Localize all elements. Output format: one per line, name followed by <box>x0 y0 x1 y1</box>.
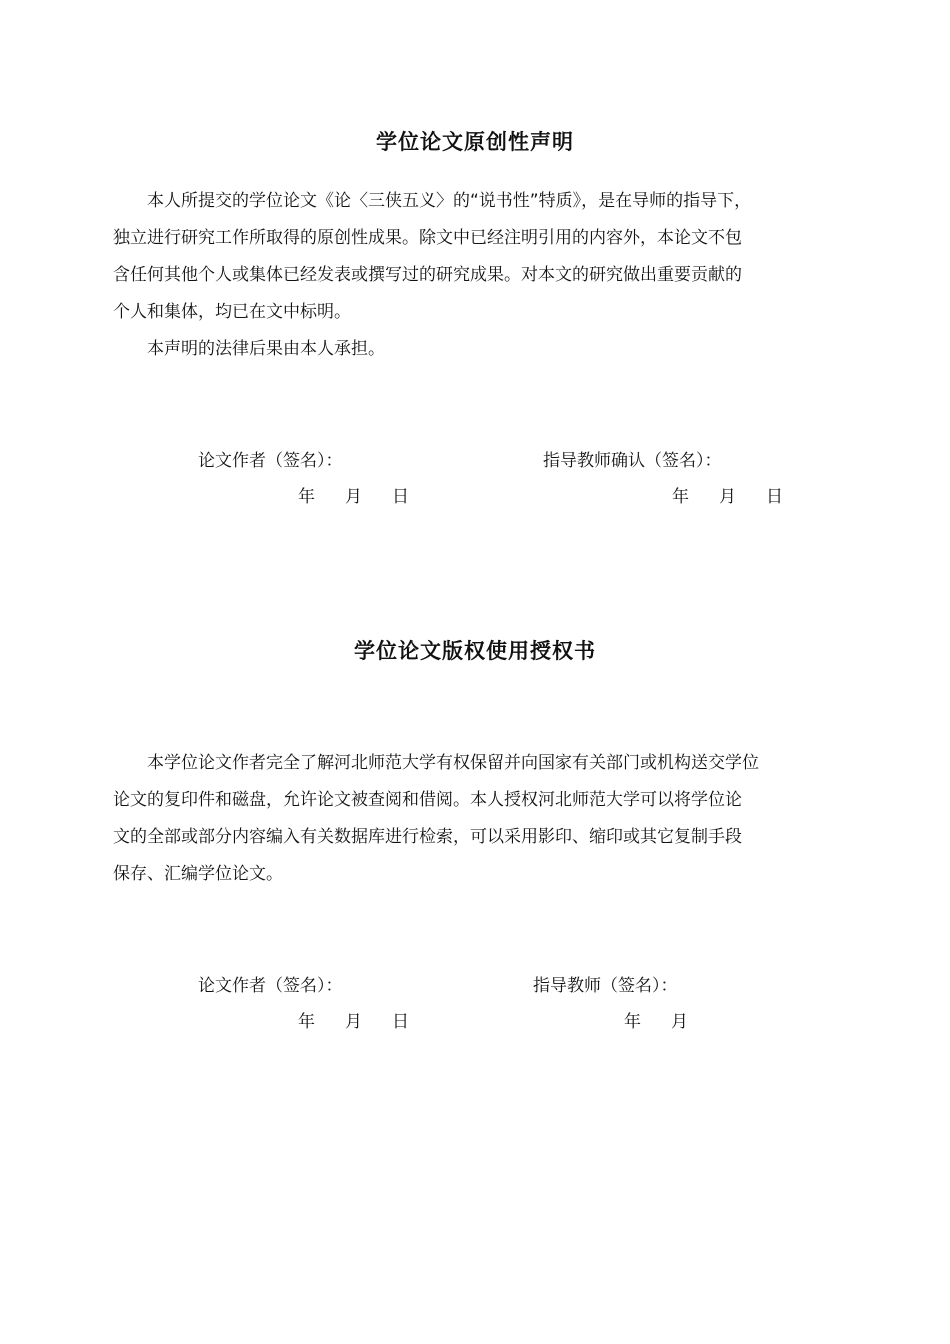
declaration-advisor-date <box>672 482 783 507</box>
date-month: 月 <box>671 1012 688 1032</box>
declaration-advisor-signature-label: 指导教师确认（签名）： <box>543 451 722 471</box>
date-day: 日 <box>766 487 783 507</box>
authorization-line-3: 文的全部或部分内容编入有关数据库进行检索，可以采用影印、缩印或其它复制手段 <box>113 827 742 847</box>
declaration-body <box>113 183 853 368</box>
declaration-liability: 本声明的法律后果由本人承担。 <box>147 339 385 359</box>
declaration-author-date <box>298 482 409 507</box>
date-day: 日 <box>392 1012 409 1032</box>
date-year: 年 <box>298 1012 315 1032</box>
authorization-author-signature-label: 论文作者（签名）： <box>198 976 343 996</box>
declaration-line-1: 本人所提交的学位论文《论〈三侠五义〉的“说书性”特质》，是在导师的指导下， <box>147 191 752 211</box>
date-month: 月 <box>345 1012 362 1032</box>
declaration-title: 学位论文原创性声明 <box>376 130 574 154</box>
declaration-line-4: 个人和集体，均已在文中标明。 <box>113 302 351 322</box>
authorization-author-date <box>298 1007 409 1032</box>
authorization-title: 学位论文版权使用授权书 <box>354 639 596 663</box>
date-year: 年 <box>624 1012 641 1032</box>
authorization-line-2: 论文的复印件和磁盘，允许论文被查阅和借阅。本人授权河北师范大学可以将学位论 <box>113 790 742 810</box>
authorization-advisor-signature-label: 指导教师（签名）： <box>533 976 678 996</box>
authorization-line-1: 本学位论文作者完全了解河北师范大学有权保留并向国家有关部门或机构送交学位 <box>147 753 759 773</box>
authorization-line-4: 保存、汇编学位论文。 <box>113 864 283 884</box>
date-year: 年 <box>672 487 689 507</box>
declaration-line-2: 独立进行研究工作所取得的原创性成果。除文中已经注明引用的内容外，本论文不包 <box>113 228 742 248</box>
authorization-body <box>113 745 853 893</box>
date-year: 年 <box>298 487 315 507</box>
date-month: 月 <box>719 487 736 507</box>
declaration-line-3: 含任何其他个人或集体已经发表或撰写过的研究成果。对本文的研究做出重要贡献的 <box>113 265 742 285</box>
authorization-advisor-date <box>624 1007 688 1032</box>
declaration-author-signature-label: 论文作者（签名）： <box>198 451 343 471</box>
date-day: 日 <box>392 487 409 507</box>
date-month: 月 <box>345 487 362 507</box>
